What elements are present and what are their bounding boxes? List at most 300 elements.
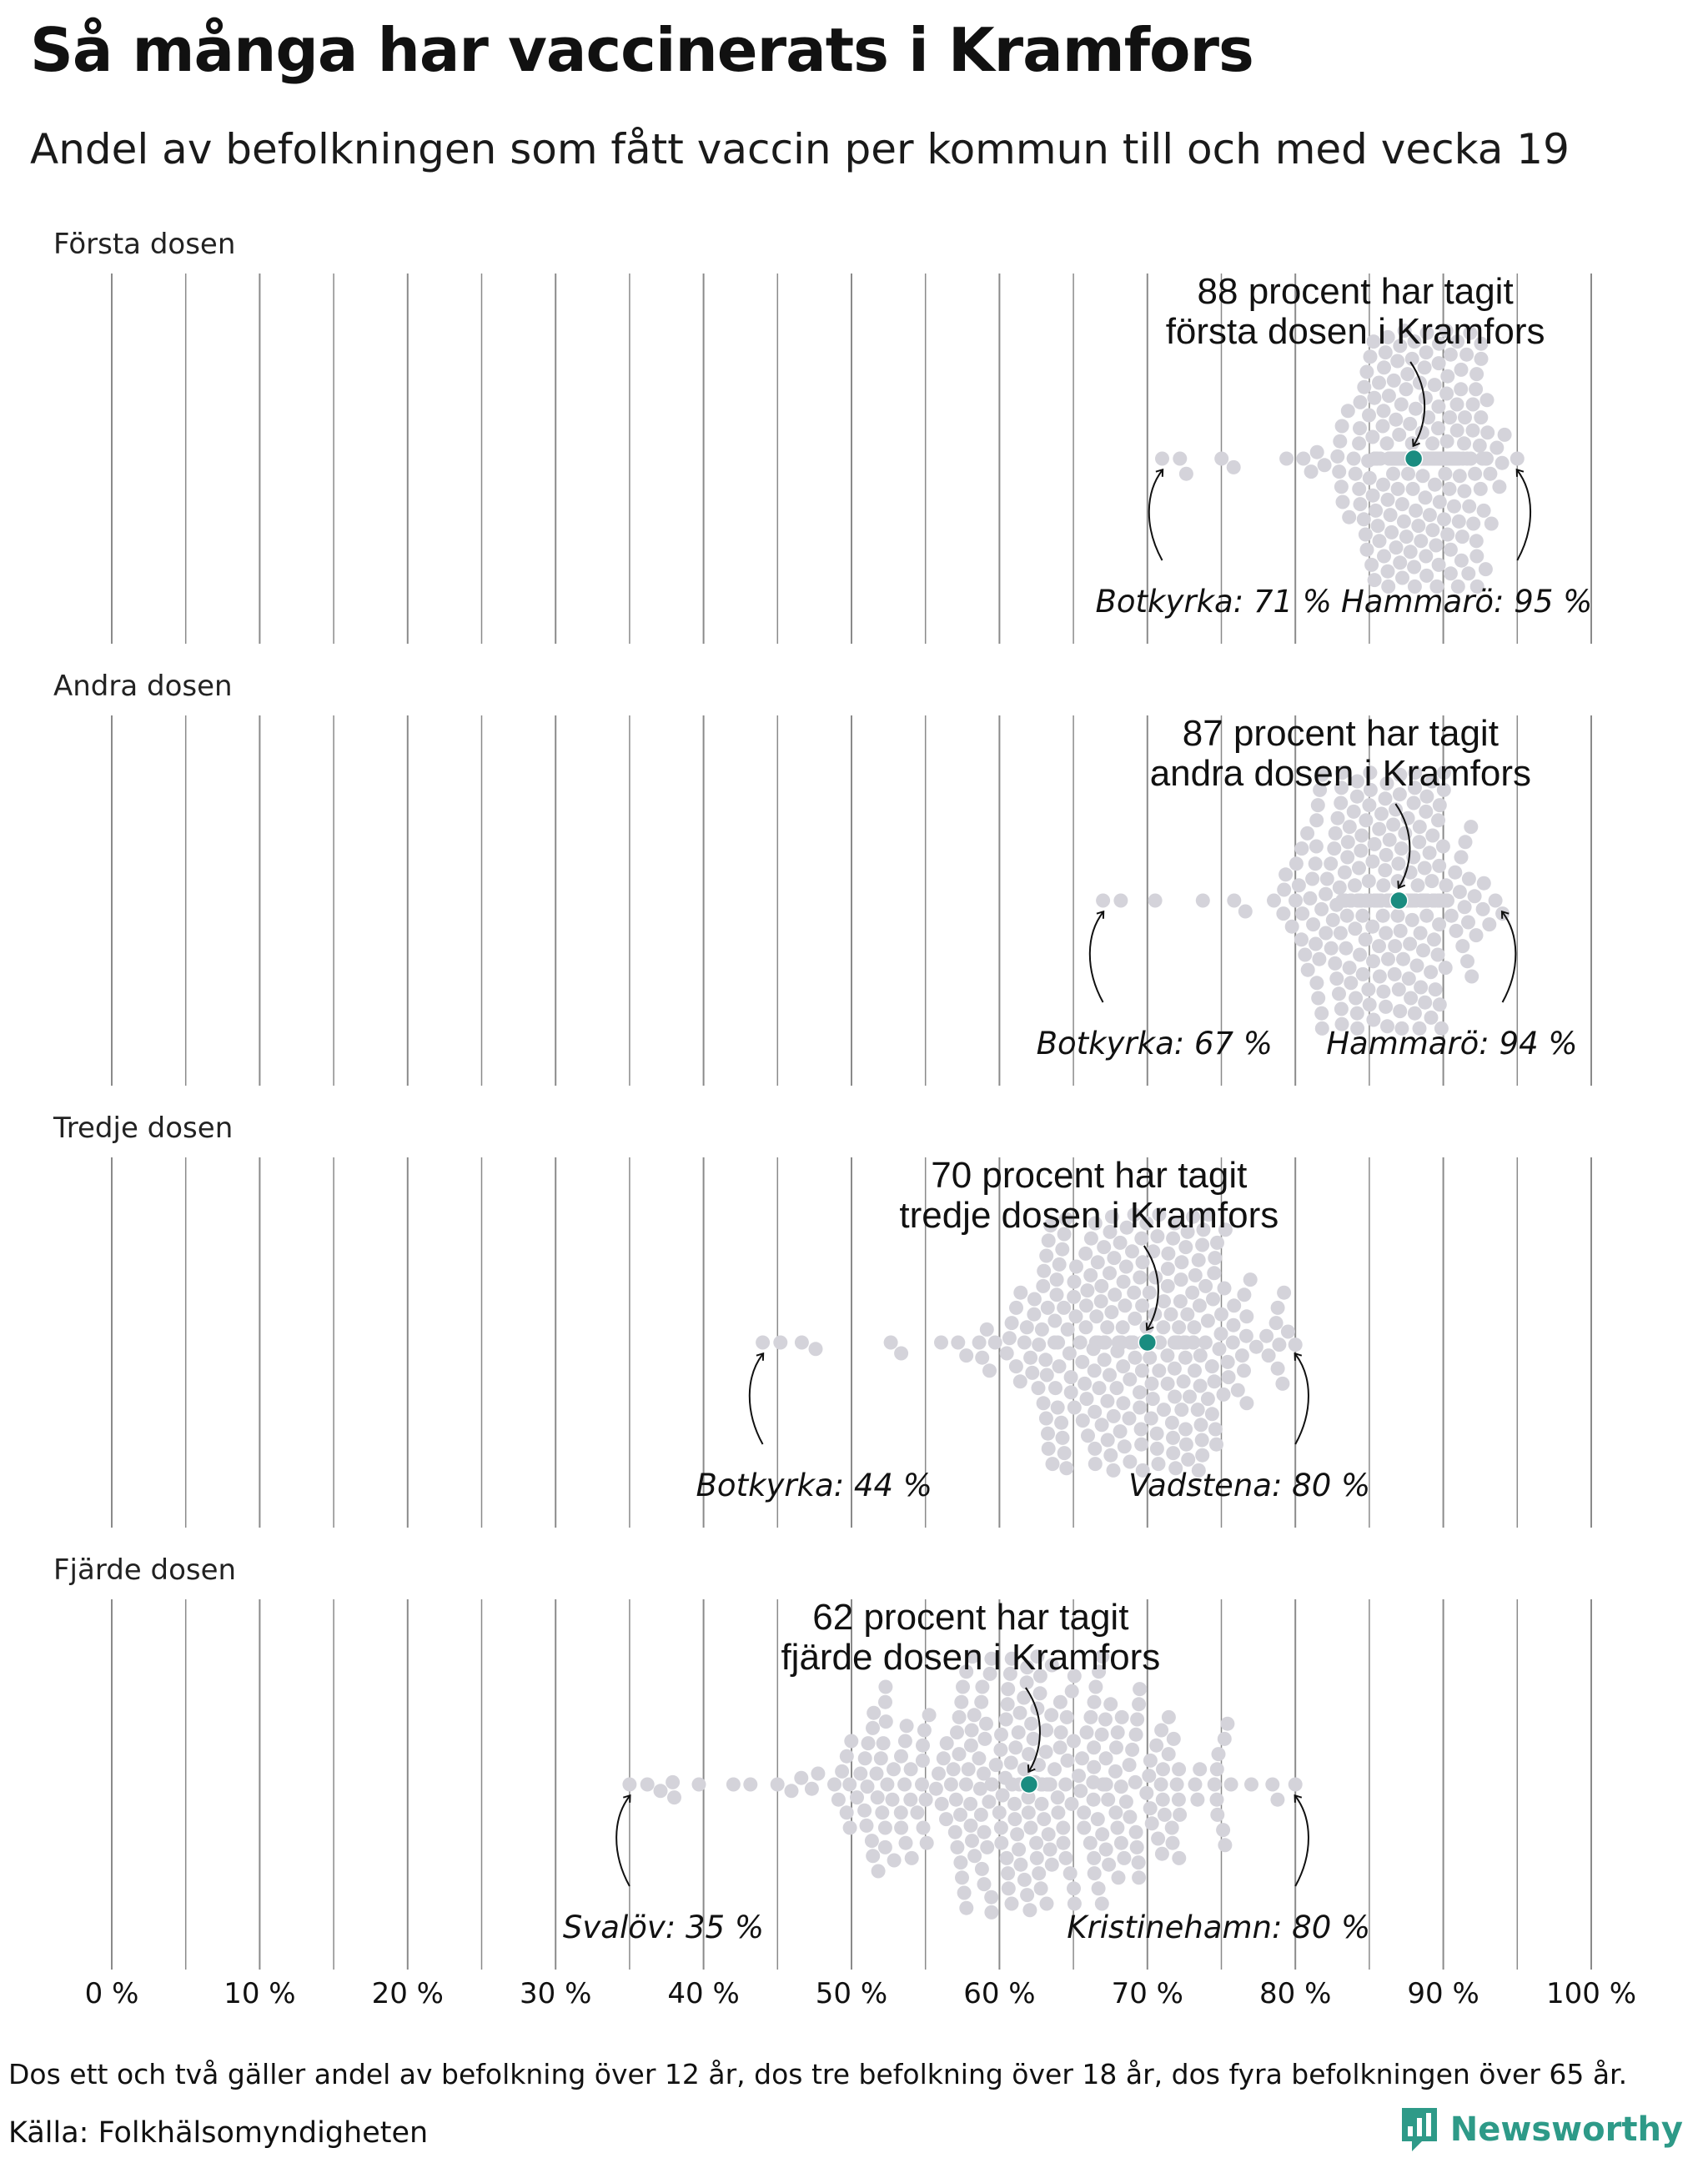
municipality-dot xyxy=(1364,558,1379,572)
municipality-dot xyxy=(1457,436,1471,450)
municipality-dot xyxy=(1050,1272,1064,1287)
municipality-dot xyxy=(1078,1377,1092,1391)
municipality-dot xyxy=(898,1734,912,1749)
municipality-dot xyxy=(1397,514,1411,529)
x-tick-label: 0 % xyxy=(84,1977,139,2010)
municipality-dot xyxy=(1000,1347,1014,1361)
municipality-dot xyxy=(1036,1279,1050,1293)
municipality-dot xyxy=(1209,1438,1223,1452)
municipality-dot xyxy=(1067,1290,1081,1304)
municipality-dot xyxy=(1102,1858,1116,1872)
municipality-dot xyxy=(1129,1728,1143,1742)
municipality-dot xyxy=(1289,894,1303,908)
municipality-dot xyxy=(1133,1682,1147,1696)
municipality-dot xyxy=(1392,428,1406,442)
municipality-dot xyxy=(1461,566,1475,580)
municipality-dot xyxy=(1354,497,1368,511)
municipality-dot xyxy=(1149,1739,1163,1753)
municipality-dot xyxy=(844,1734,858,1749)
municipality-dot xyxy=(1400,367,1414,381)
kramfors-annotation-line1: 62 procent har tagit xyxy=(812,1597,1129,1638)
municipality-dot xyxy=(1129,1825,1143,1839)
municipality-dot xyxy=(1117,1851,1131,1865)
municipality-dot xyxy=(935,1797,949,1811)
municipality-dot xyxy=(1438,467,1452,481)
municipality-dot xyxy=(1161,1247,1175,1261)
municipality-dot xyxy=(1134,1438,1148,1452)
municipality-dot xyxy=(1450,424,1464,438)
municipality-dot xyxy=(1354,395,1368,409)
page-subtitle: Andel av befolkningen som fått vaccin per kommun till och med vecka 19 xyxy=(30,125,1570,173)
municipality-dot xyxy=(1432,558,1446,572)
municipality-dot xyxy=(1132,1870,1146,1884)
municipality-dot xyxy=(1439,878,1454,892)
municipality-dot xyxy=(1123,1810,1137,1824)
municipality-dot xyxy=(1002,1331,1017,1345)
municipality-dot xyxy=(1226,1336,1240,1350)
municipality-dot xyxy=(853,1767,867,1781)
municipality-dot xyxy=(654,1784,668,1798)
municipality-dot xyxy=(1427,932,1441,946)
municipality-dot xyxy=(1218,1732,1232,1746)
municipality-dot xyxy=(1108,1805,1123,1819)
min-arrow xyxy=(1149,470,1163,560)
municipality-dot xyxy=(1330,449,1344,464)
municipality-dot xyxy=(1179,467,1193,481)
municipality-dot xyxy=(1058,1778,1073,1792)
municipality-dot xyxy=(982,1794,996,1809)
municipality-dot xyxy=(1103,1266,1117,1280)
municipality-dot xyxy=(1013,1286,1027,1300)
municipality-dot xyxy=(1473,439,1487,453)
municipality-dot xyxy=(809,1342,823,1356)
municipality-dot xyxy=(1311,991,1325,1006)
municipality-dot xyxy=(878,1840,892,1854)
municipality-dot xyxy=(1357,380,1371,394)
municipality-dot xyxy=(840,1805,854,1819)
municipality-dot xyxy=(1347,805,1361,819)
municipality-dot xyxy=(1133,1271,1147,1285)
kramfors-dot xyxy=(1138,1334,1156,1352)
municipality-dot xyxy=(1453,885,1467,899)
municipality-dot xyxy=(1161,1262,1175,1276)
municipality-dot xyxy=(1030,1851,1044,1865)
municipality-dot xyxy=(1327,841,1341,856)
municipality-dot xyxy=(1424,965,1438,979)
municipality-dot xyxy=(871,1790,885,1804)
kramfors-annotation-line1: 87 procent har tagit xyxy=(1182,713,1499,754)
municipality-dot xyxy=(1114,1836,1128,1850)
municipality-dot xyxy=(1094,1294,1108,1308)
municipality-dot xyxy=(994,1821,1008,1835)
municipality-dot xyxy=(1099,1843,1113,1857)
municipality-dot xyxy=(1059,1851,1073,1865)
municipality-dot xyxy=(1403,937,1417,951)
municipality-dot xyxy=(1080,1283,1094,1297)
municipality-dot xyxy=(1359,932,1373,946)
municipality-dot xyxy=(1087,1793,1101,1807)
municipality-dot xyxy=(1095,1418,1109,1432)
municipality-dot xyxy=(1381,952,1395,966)
municipality-dot xyxy=(1227,1298,1241,1312)
municipality-dot xyxy=(1155,452,1169,466)
municipality-dot xyxy=(1237,1363,1251,1378)
municipality-dot xyxy=(1344,976,1358,990)
municipality-dot xyxy=(1023,1351,1037,1365)
municipality-dot xyxy=(1174,1255,1188,1269)
municipality-dot xyxy=(1077,1805,1091,1819)
municipality-dot xyxy=(1079,1298,1093,1312)
municipality-dot xyxy=(1281,1325,1295,1339)
municipality-dot xyxy=(919,1793,933,1807)
municipality-dot xyxy=(1113,894,1128,908)
municipality-dots xyxy=(1155,324,1525,594)
municipality-dot xyxy=(1320,872,1334,886)
municipality-dot xyxy=(1360,543,1374,557)
municipality-dot xyxy=(1208,1251,1222,1265)
municipality-dot xyxy=(894,1805,908,1819)
municipality-dot xyxy=(1193,1348,1208,1363)
municipality-dot xyxy=(866,1721,880,1735)
municipality-dot xyxy=(1295,906,1309,921)
municipality-dot xyxy=(1134,1423,1148,1437)
municipality-dot xyxy=(905,1851,919,1865)
municipality-dot xyxy=(1034,1881,1048,1895)
municipality-dot xyxy=(1340,909,1354,923)
municipality-dot xyxy=(1362,409,1376,423)
municipality-dot xyxy=(1143,1754,1158,1768)
municipality-dot xyxy=(1366,954,1380,968)
municipality-dot xyxy=(975,1862,989,1876)
municipality-dot xyxy=(1489,894,1503,908)
municipality-dot xyxy=(1309,840,1324,854)
municipality-dot xyxy=(1439,387,1454,401)
municipality-dot xyxy=(1334,479,1349,494)
municipality-dot xyxy=(1076,1413,1090,1428)
municipality-dot xyxy=(1393,1004,1407,1018)
municipality-dot xyxy=(1390,354,1404,369)
municipality-dot xyxy=(1457,484,1471,499)
municipality-dot xyxy=(1156,1793,1170,1807)
municipality-dot xyxy=(1068,1275,1082,1289)
municipality-dot xyxy=(1314,1006,1329,1021)
municipality-dot xyxy=(795,1336,809,1350)
municipality-dot xyxy=(878,1680,892,1694)
municipality-dot xyxy=(1432,859,1446,873)
municipality-dot xyxy=(1334,1002,1349,1016)
municipality-dot xyxy=(953,1855,967,1869)
municipality-dot xyxy=(1113,1236,1128,1250)
municipality-dot xyxy=(835,1764,849,1779)
municipality-dot xyxy=(1142,1769,1156,1783)
municipality-dot xyxy=(1112,1870,1126,1884)
municipality-dot xyxy=(1458,410,1472,424)
municipality-dots xyxy=(1096,765,1510,1036)
municipality-dot xyxy=(1188,1778,1203,1792)
municipality-dot xyxy=(875,1805,889,1819)
municipality-dot xyxy=(887,1854,902,1868)
municipality-dot xyxy=(1148,894,1163,908)
municipality-dot xyxy=(1178,1351,1193,1365)
municipality-dot xyxy=(1098,1336,1113,1350)
municipality-dot xyxy=(1359,365,1374,379)
municipality-dot xyxy=(1433,997,1447,1011)
municipality-dot xyxy=(1123,1412,1137,1426)
municipality-dot xyxy=(1443,482,1457,496)
municipality-dot xyxy=(1405,913,1419,927)
municipality-dot xyxy=(1279,452,1294,466)
municipality-dot xyxy=(1347,452,1361,466)
municipality-dot xyxy=(1365,920,1379,934)
municipality-dot xyxy=(1060,1710,1074,1724)
municipality-dot xyxy=(1198,1336,1213,1350)
municipality-dot xyxy=(1092,1881,1106,1895)
municipality-dot xyxy=(1177,1374,1191,1388)
municipality-dot xyxy=(1043,1778,1057,1792)
municipality-dot xyxy=(874,1751,888,1765)
municipality-dot xyxy=(1444,566,1458,580)
municipality-dot xyxy=(1483,467,1497,481)
municipality-dot xyxy=(1391,856,1405,871)
municipality-dot xyxy=(1448,866,1462,880)
municipality-dot xyxy=(860,1819,874,1833)
municipality-dot xyxy=(1349,991,1363,1006)
municipality-dot xyxy=(1343,820,1357,834)
municipality-dot xyxy=(1128,1351,1143,1365)
municipality-dot xyxy=(1196,894,1210,908)
municipality-dot xyxy=(984,1905,998,1920)
municipality-dot xyxy=(980,1322,994,1337)
municipality-dot xyxy=(963,1797,977,1811)
municipality-dot xyxy=(1410,959,1424,973)
municipality-dot xyxy=(1087,1740,1101,1754)
max-label: Vadstena: 80 % xyxy=(1128,1468,1371,1503)
municipality-dot xyxy=(1127,1286,1141,1300)
municipality-dot xyxy=(1309,856,1323,871)
municipality-dot xyxy=(1103,1697,1118,1711)
municipality-dot xyxy=(1054,1725,1068,1739)
municipality-dot xyxy=(1455,529,1469,544)
municipality-dot xyxy=(1013,1858,1027,1872)
municipality-dot xyxy=(1096,894,1110,908)
municipality-dot xyxy=(1130,1840,1144,1854)
municipality-dot xyxy=(1419,805,1433,819)
municipality-dot xyxy=(1125,1244,1139,1258)
municipality-dot xyxy=(1309,813,1324,827)
municipality-dot xyxy=(1301,963,1315,977)
municipality-dot xyxy=(1156,1320,1170,1334)
municipality-dot xyxy=(1391,482,1405,496)
municipality-dot xyxy=(1035,1797,1049,1811)
municipality-dot xyxy=(929,1782,943,1796)
municipality-dot xyxy=(1123,1455,1137,1469)
municipality-dot xyxy=(1065,1684,1079,1699)
panel-3 xyxy=(53,1112,1591,1528)
municipality-dot xyxy=(1303,891,1317,906)
municipality-dot xyxy=(1088,1866,1102,1880)
municipality-dot xyxy=(1020,1888,1034,1902)
municipality-dot xyxy=(878,1821,892,1835)
municipality-dot xyxy=(1416,943,1430,957)
municipality-dot xyxy=(1009,1359,1023,1373)
municipality-dot xyxy=(1244,1778,1258,1792)
municipality-dot xyxy=(1065,1797,1079,1811)
municipality-dot xyxy=(1057,1446,1072,1460)
municipality-dot xyxy=(1201,1314,1215,1328)
municipality-dot xyxy=(1272,1337,1286,1352)
municipality-dot xyxy=(1075,1355,1089,1369)
municipality-dot xyxy=(1087,1851,1101,1865)
municipality-dot xyxy=(1359,528,1373,542)
municipality-dot xyxy=(1412,835,1426,849)
municipality-dot xyxy=(1460,954,1474,968)
municipality-dot xyxy=(1136,1255,1150,1269)
municipality-dot xyxy=(1100,1320,1114,1334)
municipality-dot xyxy=(1378,863,1392,877)
municipality-dot xyxy=(1340,851,1354,865)
municipality-dot xyxy=(1384,525,1399,539)
municipality-dot xyxy=(692,1778,706,1792)
municipality-dot xyxy=(1357,512,1371,526)
municipality-dot xyxy=(1208,1778,1222,1792)
municipality-dot xyxy=(1398,826,1412,841)
municipality-dot xyxy=(1218,1838,1232,1852)
municipality-dot xyxy=(1166,1431,1180,1445)
municipality-dot xyxy=(1333,881,1347,895)
municipality-dot xyxy=(1075,1751,1089,1765)
municipality-dot xyxy=(1125,1743,1139,1757)
municipality-dot xyxy=(932,1767,946,1781)
municipality-dot xyxy=(1083,1710,1098,1724)
municipality-dot xyxy=(1188,1363,1202,1378)
municipality-dot xyxy=(1469,550,1484,564)
municipality-dot xyxy=(1042,1442,1056,1456)
municipality-dot xyxy=(1103,1368,1117,1383)
municipality-dot xyxy=(1432,356,1446,370)
municipality-dot xyxy=(1324,941,1339,956)
municipality-dot xyxy=(1132,1697,1146,1711)
municipality-dot xyxy=(1088,1442,1102,1456)
municipality-dot xyxy=(974,1808,988,1822)
municipality-dot xyxy=(1419,391,1433,405)
municipality-dot xyxy=(1489,441,1504,455)
municipality-dot xyxy=(1464,970,1479,984)
municipality-dot xyxy=(1098,1713,1113,1727)
municipality-dot xyxy=(1191,1403,1205,1417)
municipality-dot xyxy=(1227,894,1241,908)
municipality-dot xyxy=(1342,510,1356,524)
municipality-dot xyxy=(1369,504,1383,518)
municipality-dot xyxy=(1404,545,1418,559)
municipality-dot xyxy=(1222,1370,1236,1384)
kramfors-dot xyxy=(1020,1776,1037,1794)
municipality-dot xyxy=(1194,1418,1208,1432)
municipality-dot xyxy=(910,1805,924,1819)
municipality-dot xyxy=(1429,539,1443,553)
municipality-dot xyxy=(811,1767,825,1781)
municipality-dot xyxy=(1038,1352,1052,1367)
municipality-dot xyxy=(1108,1287,1122,1302)
municipality-dot xyxy=(1185,1286,1199,1300)
municipality-dot xyxy=(1029,1836,1043,1850)
municipality-dot xyxy=(1431,948,1445,962)
municipality-dot xyxy=(1103,1448,1118,1463)
max-label: Hammarö: 94 % xyxy=(1326,1026,1578,1061)
municipality-dot xyxy=(1413,820,1427,834)
municipality-dot xyxy=(1213,1342,1227,1356)
municipality-dot xyxy=(1039,1412,1053,1426)
municipality-dot xyxy=(1319,887,1333,901)
municipality-dot xyxy=(827,1778,841,1792)
municipality-dot xyxy=(1277,1286,1291,1300)
municipality-dot xyxy=(1181,1453,1195,1467)
municipality-dot xyxy=(843,1821,857,1835)
municipality-dot xyxy=(1296,452,1310,466)
municipality-dot xyxy=(1166,1836,1180,1850)
x-tick-label: 50 % xyxy=(815,1977,888,2010)
municipality-dot xyxy=(1376,419,1390,434)
municipality-dot xyxy=(1389,540,1404,555)
municipality-dot xyxy=(877,1736,891,1750)
municipality-dot xyxy=(974,1695,988,1709)
municipality-dot xyxy=(1432,917,1446,931)
municipality-dot xyxy=(1383,833,1397,847)
municipality-dot xyxy=(1193,1379,1208,1393)
municipality-dot xyxy=(1110,1821,1124,1835)
municipality-dot xyxy=(900,1719,914,1733)
municipality-dot xyxy=(1381,565,1395,579)
municipality-dot xyxy=(1214,1327,1228,1341)
municipality-dot xyxy=(1162,1747,1176,1761)
municipality-dot xyxy=(1455,939,1469,953)
municipality-dot xyxy=(1454,851,1469,865)
municipality-dot xyxy=(959,1348,973,1363)
municipality-dot xyxy=(944,1778,958,1792)
municipality-dot xyxy=(1469,534,1484,548)
municipality-dot xyxy=(1046,1457,1060,1471)
municipality-dot xyxy=(1395,497,1409,511)
municipality-dot xyxy=(1433,495,1447,509)
municipality-dot xyxy=(743,1778,757,1792)
municipality-dot xyxy=(773,1336,787,1350)
municipality-dot xyxy=(1054,1416,1068,1430)
municipality-dot xyxy=(953,1808,967,1822)
municipality-dot xyxy=(954,1695,968,1709)
municipality-dot xyxy=(1178,1423,1193,1437)
municipality-dot xyxy=(1220,1717,1234,1731)
municipality-dot xyxy=(1401,467,1415,481)
municipality-dot xyxy=(1477,504,1491,518)
municipality-dot xyxy=(1212,1747,1226,1761)
municipality-dot xyxy=(1025,1366,1039,1380)
municipality-dot xyxy=(1371,519,1385,533)
municipality-dot xyxy=(1143,1801,1158,1815)
municipality-dot xyxy=(887,1762,901,1776)
municipality-dot xyxy=(1067,1881,1081,1895)
municipality-dot xyxy=(1440,894,1454,908)
municipality-dot xyxy=(1004,1756,1018,1770)
municipality-dot xyxy=(1329,971,1344,986)
municipality-dot xyxy=(1394,924,1408,938)
municipality-dot xyxy=(967,1849,982,1863)
municipality-dot xyxy=(1091,1255,1105,1269)
municipality-dot xyxy=(1154,1724,1168,1738)
municipality-dot xyxy=(972,1751,986,1765)
municipality-dot xyxy=(1363,471,1377,485)
panel-2 xyxy=(53,670,1591,1086)
municipality-dot xyxy=(756,1336,770,1350)
municipality-dot xyxy=(1087,1760,1101,1774)
